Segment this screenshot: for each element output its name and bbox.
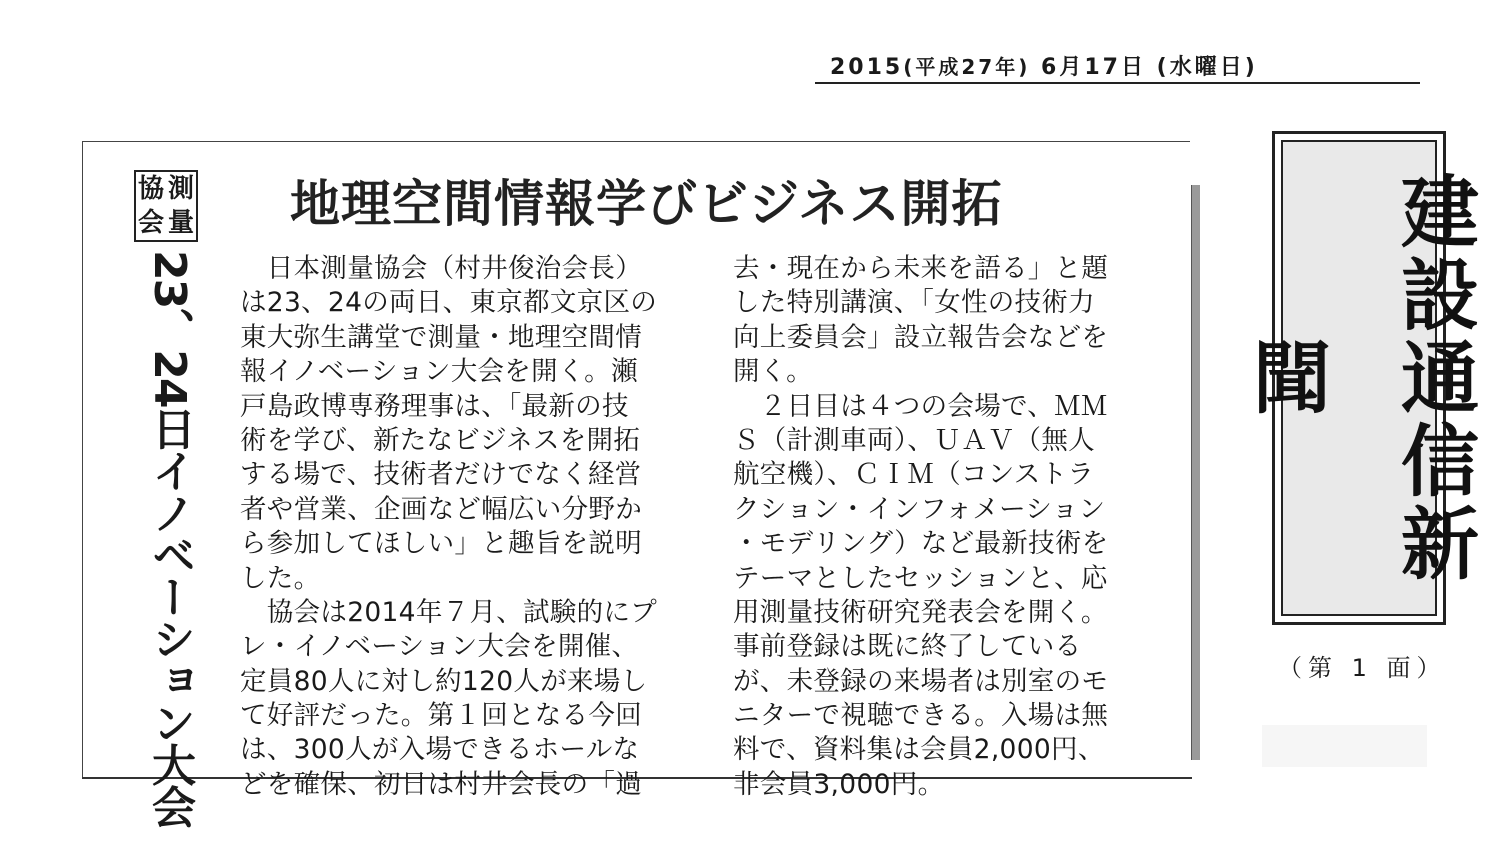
article-frame-top xyxy=(82,141,1190,142)
body-line: が、未登録の来場者は別室のモ xyxy=(733,665,1109,697)
body-line: Ｓ（計測車両）、ＵＡＶ（無人 xyxy=(733,424,1095,456)
body-line: 向上委員会」設立報告会などを xyxy=(733,321,1109,353)
body-line: 用測量技術研究発表会を開く。 xyxy=(733,596,1108,628)
page-number-label: （第 1 面） xyxy=(1278,654,1447,682)
dateline-rule xyxy=(815,82,1420,84)
body-line: 航空機）、ＣＩＭ（コンストラ xyxy=(733,459,1095,491)
body-line: ・モデリング）など最新技術を xyxy=(733,528,1109,560)
body-line: ニターで視聴できる。入場は無 xyxy=(733,700,1109,732)
dateline xyxy=(830,50,1258,81)
body-line: 非会員3,000円。 xyxy=(733,768,945,800)
article-subheadline: 23、24日イノベーション大会 xyxy=(144,250,195,827)
badge-char: 測 xyxy=(167,174,194,204)
body-line: テーマとしたセッションと、応 xyxy=(733,562,1108,594)
badge-char: 量 xyxy=(167,208,194,238)
masthead-title: 建設通信新聞 xyxy=(1281,140,1437,616)
newspaper-masthead xyxy=(1240,131,1478,625)
body-line: 事前登録は既に終了している xyxy=(733,631,1082,663)
body-line: 去・現在から未来を語る」と題 xyxy=(733,253,1109,284)
section-badge xyxy=(134,170,198,242)
body-line: ２日目は４つの会場で、ＭＭ xyxy=(733,390,1108,422)
badge-char: 会 xyxy=(137,208,164,238)
body-line: 術を学び、新たなビジネスを開拓 xyxy=(240,424,641,456)
dateline-weekday: (水曜日) xyxy=(1156,55,1258,80)
body-line: 日本測量協会（村井俊治会長） xyxy=(240,253,642,284)
article-headline: 地理空間情報学びビジネス開拓 xyxy=(290,175,1003,233)
dateline-date: 6月17日 xyxy=(1041,55,1146,80)
dateline-year: 2015 xyxy=(830,55,904,80)
body-line: て好評だった。第１回となる今回 xyxy=(240,700,642,732)
body-line: は、300人が入場できるホールな xyxy=(240,734,640,766)
body-line: 協会は2014年７月、試験的にプ xyxy=(240,596,658,628)
body-line: 者や営業、企画など幅広い分野か xyxy=(240,493,642,525)
body-line: 戸島政博専務理事は、「最新の技 xyxy=(240,390,629,422)
body-line: は23、24の両日、東京都文京区の xyxy=(240,287,658,319)
body-line: する場で、技術者だけでなく経営 xyxy=(240,459,642,491)
body-line: した特別講演、「女性の技術力 xyxy=(733,287,1095,319)
body-line: 開く。 xyxy=(733,356,813,388)
body-line: レ・イノベーション大会を開催、 xyxy=(240,631,639,663)
dateline-era: (平成27年) xyxy=(903,55,1031,79)
article-frame-left xyxy=(82,141,83,777)
body-line: 東大弥生講堂で測量・地理空間情 xyxy=(240,321,642,353)
article-body-column-2 xyxy=(733,252,1193,802)
body-line: 報イノベーション大会を開く。瀬 xyxy=(240,356,638,388)
body-line: 料で、資料集は会員2,000円、 xyxy=(733,734,1105,766)
blank-area xyxy=(1262,725,1427,767)
body-line: どを確保、初日は村井会長の「過 xyxy=(240,768,642,800)
body-line: 定員80人に対し約120人が来場し xyxy=(240,665,648,697)
body-line: ら参加してほしい」と趣旨を説明 xyxy=(240,528,642,560)
article-body-column-1 xyxy=(240,252,700,802)
body-line: した。 xyxy=(240,562,321,594)
body-line: クション・インフォメーション xyxy=(733,493,1106,525)
badge-char: 協 xyxy=(137,174,164,204)
